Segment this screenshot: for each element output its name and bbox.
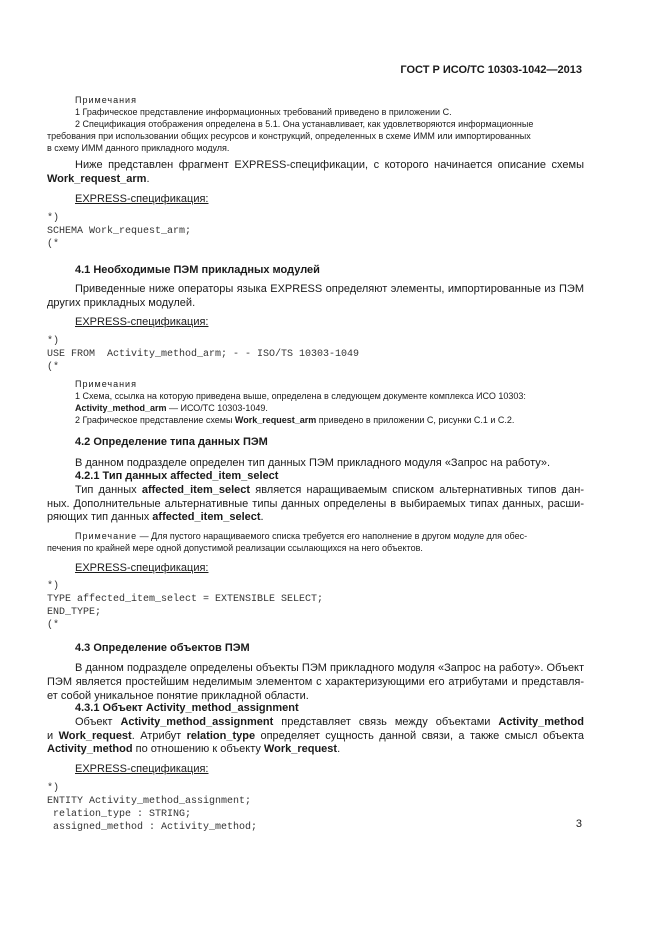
note-line: Activity_method_arm — ИСО/ТС 10303-1049. bbox=[75, 403, 268, 413]
note-line: 1 Графическое представление информационных требований приведено в приложении С. bbox=[75, 107, 452, 117]
paragraph-line: Приведенные ниже операторы языка EXPRESS определяют элементы, импортированные из ПЭМ bbox=[75, 283, 584, 295]
express-label: EXPRESS-спецификация: bbox=[75, 193, 209, 205]
paragraph-line: и Work_request. Атрибут relation_type определяет сущность данной связи, а также смысл объекта bbox=[47, 730, 584, 742]
paragraph-line: Тип данных affected_item_select является наращиваемым списком альтернативных типов дан- bbox=[75, 484, 584, 496]
section-heading-4-3: 4.3 Определение объектов ПЭМ bbox=[75, 642, 250, 654]
page-number: 3 bbox=[575, 818, 582, 830]
note-line: 1 Схема, ссылка на которую приведена выше, определена в следующем документе комплекса ИСО 10303: bbox=[75, 391, 526, 401]
paragraph-line: ПЭМ является простейшим неделимым элементом с характеризующими его атрибутами и представля- bbox=[47, 676, 584, 688]
code-block: *) SCHEMA Work_request_arm; (* bbox=[47, 213, 192, 250]
paragraph-line: других прикладных модулей. bbox=[47, 297, 196, 309]
section-heading-4-2: 4.2 Определение типа данных ПЭМ bbox=[75, 436, 268, 448]
paragraph-line: В данном подразделе определены объекты ПЭМ прикладного модуля «Запрос на работу». Объект bbox=[75, 662, 584, 674]
note-line: 2 Спецификация отображения определена в 5.1. Она устанавливает, как удовлетворяются информационные bbox=[75, 119, 534, 129]
note-line: Примечание — Для пустого наращиваемого списка требуется его наполнение в другом модуле для обес- bbox=[75, 531, 528, 541]
subsection-heading-4-2-1: 4.2.1 Тип данных affected_item_select bbox=[75, 470, 279, 482]
subsection-heading-4-3-1: 4.3.1 Объект Activity_method_assignment bbox=[75, 702, 299, 714]
paragraph-line: ных. Дополнительные альтернативные типы данных определены в выбираемых типах данных, расши- bbox=[47, 498, 584, 510]
notes-title: Примечания bbox=[75, 379, 137, 389]
express-label: EXPRESS-спецификация: bbox=[75, 763, 209, 775]
document-header: ГОСТ Р ИСО/ТС 10303-1042—2013 bbox=[400, 64, 582, 76]
paragraph-line: ряющих тип данных affected_item_select. bbox=[47, 511, 264, 523]
express-label: EXPRESS-спецификация: bbox=[75, 562, 209, 574]
section-heading-4-1: 4.1 Необходимые ПЭМ прикладных модулей bbox=[75, 264, 320, 276]
code-block: *) USE FROM Activity_method_arm; - - ISO/TS 10303-1049 (* bbox=[47, 336, 360, 373]
code-block: *) ENTITY Activity_method_assignment; relation_type : STRING; assigned_method : Activity_method; bbox=[47, 783, 258, 833]
note-line: в схему ИММ данного прикладного модуля. bbox=[47, 143, 230, 153]
intro-line: Ниже представлен фрагмент EXPRESS-спецификации, с которого начинается описание схемы bbox=[75, 159, 584, 171]
intro-line: Work_request_arm. bbox=[47, 173, 150, 185]
express-label: EXPRESS-спецификация: bbox=[75, 316, 209, 328]
note-line: печения по крайней мере одной допустимой реализации ссылающихся на него объектов. bbox=[47, 543, 423, 553]
paragraph-line: ет собой уникальное понятие прикладной области. bbox=[47, 690, 309, 702]
schema-name: Work_request_arm bbox=[47, 173, 147, 185]
notes-title: Примечания bbox=[75, 95, 137, 105]
note-line: 2 Графическое представление схемы Work_request_arm приведено в приложении С, рисунки С.1 и С.2. bbox=[75, 415, 515, 425]
paragraph-line: В данном подразделе определен тип данных ПЭМ прикладного модуля «Запрос на работу». bbox=[75, 457, 551, 469]
note-line: требования при использовании общих ресурсов и конструкций, определенных в схеме ИММ или импортированных bbox=[47, 131, 531, 141]
paragraph-line: Объект Activity_method_assignment представляет связь между объектами Activity_method bbox=[75, 716, 584, 728]
code-block: *) TYPE affected_item_select = EXTENSIBLE SELECT; END_TYPE; (* bbox=[47, 581, 324, 631]
paragraph-line: Activity_method по отношению к объекту Work_request. bbox=[47, 743, 341, 755]
